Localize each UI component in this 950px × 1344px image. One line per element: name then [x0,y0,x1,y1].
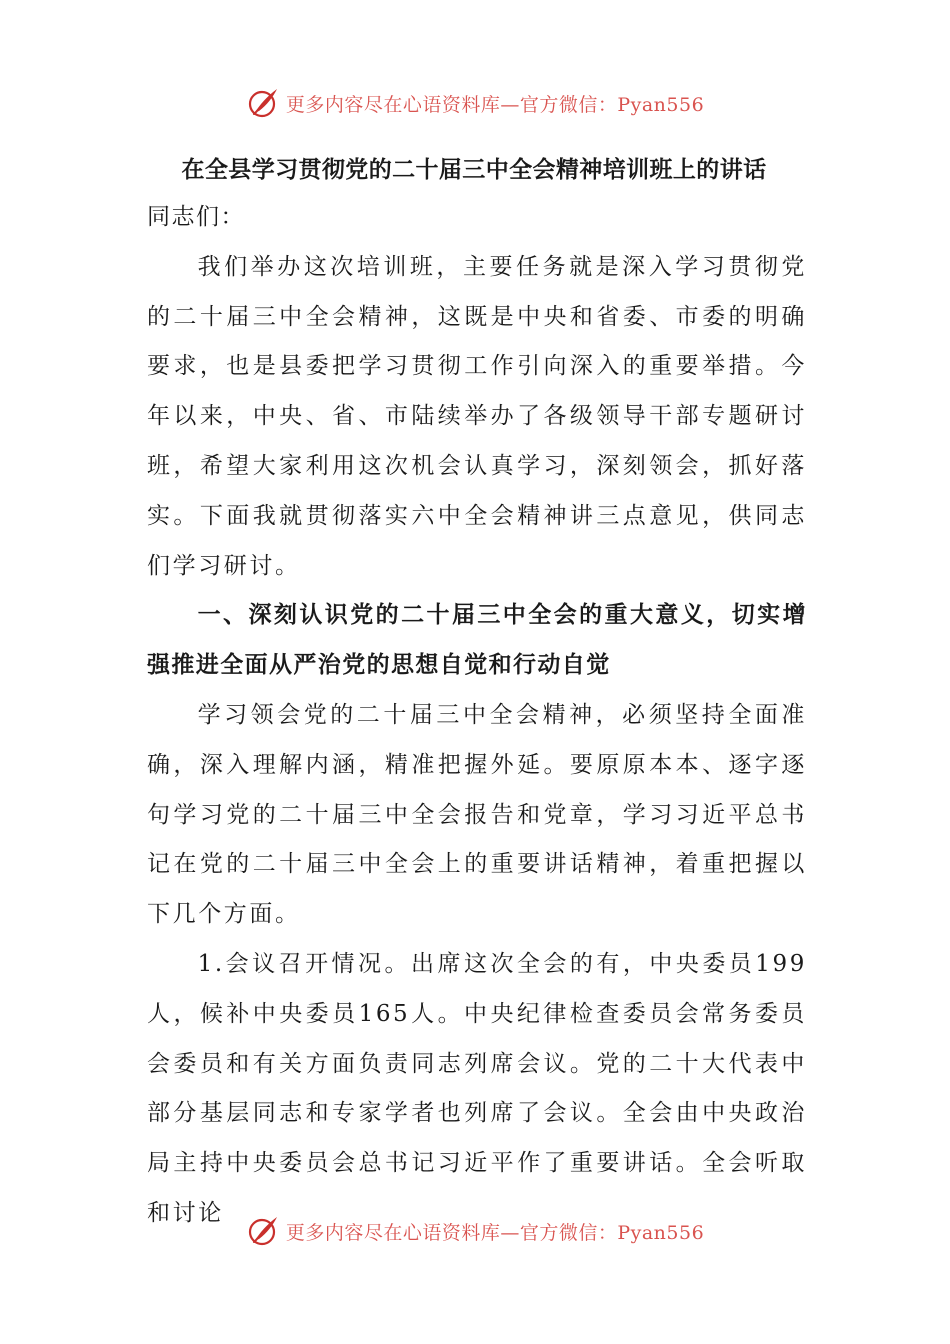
document-title: 在全县学习贯彻党的二十届三中全会精神培训班上的讲话 [181,157,767,183]
section1-paragraph-1: 学习领会党的二十届三中全会精神，必须坚持全面准确，深入理解内涵，精准把握外延。要原原本本、逐字逐句学习党的二十届三中全会报告和党章，学习习近平总书记在党的二十届三中全会上的重要讲话精神，着重把握以下几个方面。 [147,701,807,928]
watermark-banner-bottom [0,1211,950,1251]
greeting: 同志们： [147,204,245,230]
watermark-banner-top [0,83,950,123]
quill-pen-logo-icon [246,1213,282,1249]
document-body [147,148,807,1239]
intro-paragraph: 我们举办这次培训班，主要任务就是深入学习贯彻党的二十届三中全会精神，这既是中央和省委、市委的明确要求，也是县委把学习贯彻工作引向深入的重要举措。今年以来，中央、省、市陆续举办了各级领导干部专题研讨班，希望大家利用这次机会认真学习，深刻领会，抓好落实。下面我就贯彻落实六中全会精神讲三点意见，供同志们学习研讨。 [147,253,807,579]
watermark-text: 更多内容尽在心语资料库—官方微信：Pyan556 [285,1221,705,1244]
section-heading-1: 一、深刻认识党的二十届三中全会的重大意义，切实增强推进全面从严治党的思想自觉和行动自觉 [147,602,807,679]
section1-paragraph-2: 1.会议召开情况。出席这次全会的有，中央委员199人，候补中央委员165人。中央纪律检查委员会常务委员会委员和有关方面负责同志列席会议。党的二十大代表中部分基层同志和专家学者也列席了会议。全会由中央政治局主持中央委员会总书记习近平作了重要讲话。全会听取和讨论 [147,950,807,1226]
watermark-text: 更多内容尽在心语资料库—官方微信：Pyan556 [285,93,705,116]
quill-pen-logo-icon [246,85,282,121]
